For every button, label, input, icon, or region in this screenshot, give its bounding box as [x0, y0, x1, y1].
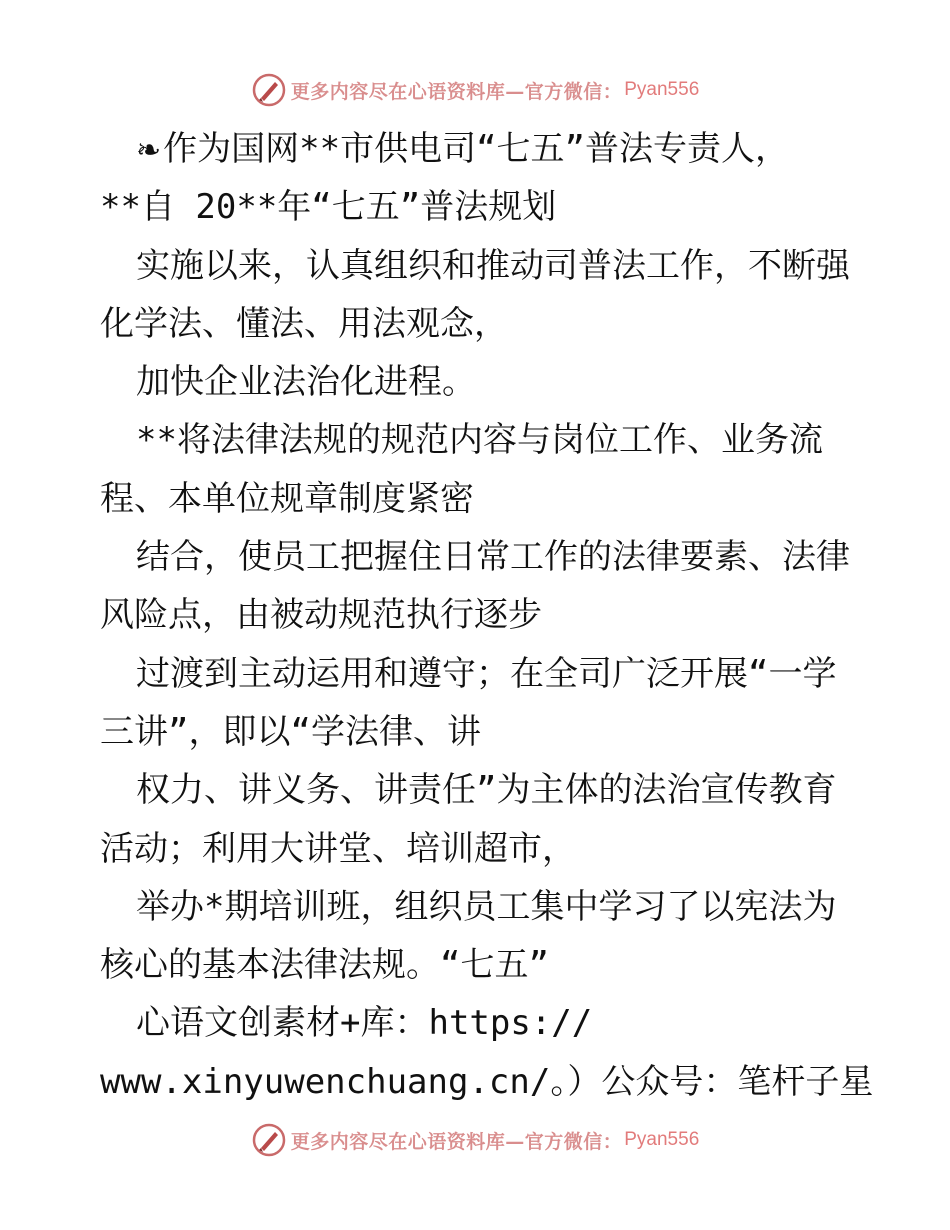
text-line: 加快企业法治化进程。 [136, 362, 476, 403]
text-line: 过渡到主动运用和遵守；在全司广泛开展“一学 [136, 653, 837, 694]
banner-wechat-id: Pyan556 [624, 79, 700, 100]
document-body [100, 120, 874, 1111]
text-line: www.xinyuwenchuang.cn/。）公众号：笔杆子星 [100, 1061, 874, 1102]
text-line: 程、本单位规章制度紧密 [100, 478, 474, 519]
text-line: 风险点，由被动规范执行逐步 [100, 595, 542, 636]
brush-logo-icon [251, 1122, 287, 1158]
banner-text: 更多内容尽在心语资料库—官方微信： [290, 1130, 623, 1153]
text-line: 化学法、懂法、用法观念， [100, 303, 508, 344]
text-line: 核心的基本法律法规。“七五” [100, 945, 549, 986]
text-line: 实施以来，认真组织和推动司普法工作，不断强 [136, 245, 850, 286]
banner-wechat-id: Pyan556 [624, 1129, 700, 1150]
brush-logo-icon [251, 72, 287, 108]
text-line: 权力、讲义务、讲责任”为主体的法治宣传教育 [136, 770, 837, 811]
text-line: 三讲”，即以“学法律、讲 [100, 711, 481, 752]
text-line: 结合，使员工把握住日常工作的法律要素、法律 [136, 537, 850, 578]
text-line: ❧作为国网**市供电司“七五”普法专责人， [136, 129, 790, 169]
text-line: **将法律法规的规范内容与岗位工作、业务流 [136, 420, 823, 461]
flourish-ornament-icon: ❧ [136, 133, 162, 168]
text-line: 活动；利用大讲堂、培训超市， [100, 828, 576, 869]
text-line: **自 20**年“七五”普法规划 [100, 187, 557, 228]
banner-text: 更多内容尽在心语资料库—官方微信： [290, 80, 623, 103]
footer-watermark-banner [0, 1118, 950, 1162]
text-line: 心语文创素材+库：https:// [136, 1003, 593, 1044]
header-watermark-banner [0, 68, 950, 112]
text-line: 举办*期培训班，组织员工集中学习了以宪法为 [136, 886, 837, 927]
